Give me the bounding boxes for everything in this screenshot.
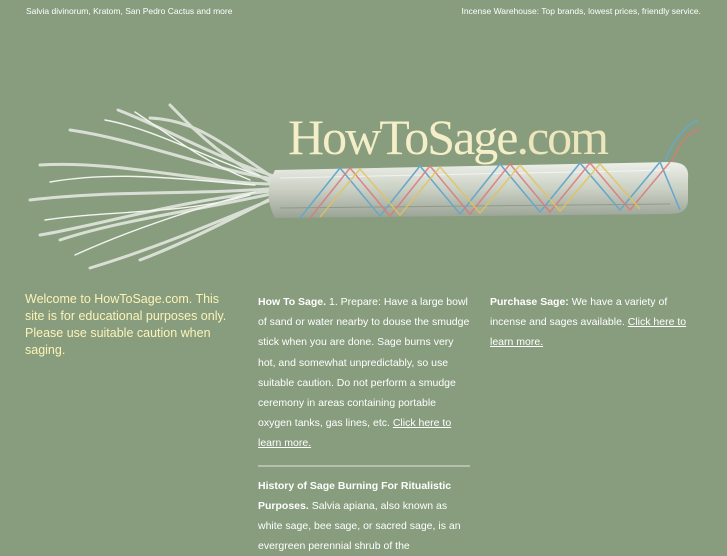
how-to-section (258, 292, 470, 454)
purchase-body: We have a variety of incense and sages available. (490, 296, 668, 329)
history-heading: History of Sage Burning For Ritualistic Purposes. (258, 479, 452, 512)
purchase-column (490, 292, 705, 353)
site-logo (288, 109, 608, 165)
section-divider (258, 465, 470, 467)
top-link-incense-warehouse[interactable]: Incense Warehouse: Top brands, lowest prices, friendly service. (461, 6, 701, 16)
welcome-column (25, 291, 235, 359)
history-section (258, 476, 470, 556)
purchase-heading: Purchase Sage: (490, 296, 569, 308)
how-to-heading: How To Sage. (258, 296, 327, 308)
history-body: Salvia apiana, also known as white sage, bee sage, or sacred sage, is an evergreen perennial shrub of the (258, 499, 461, 553)
logo-name: HowToSage (288, 109, 517, 165)
how-to-body: 1. Prepare: Have a large bowl of sand or water nearby to douse the smudge stick when you are done. Sage burns very hot, and somewhat unpredictably, so use suitable caution. Do not perform a smudge ceremony in areas containing portable oxygen tanks, gas lines, etc. (258, 296, 470, 430)
purchase-learn-more-link[interactable]: Click here to learn more. (490, 316, 687, 349)
top-link-salvia[interactable]: Salvia divinorum, Kratom, San Pedro Cactus and more (26, 6, 233, 16)
how-to-column (258, 292, 470, 556)
logo-tld: .com (516, 109, 608, 165)
welcome-text: Welcome to HowToSage.com. This site is for educational purposes only. Please use suitable caution when saging. (25, 292, 227, 357)
how-to-learn-more-link[interactable]: Click here to learn more. (258, 417, 452, 450)
